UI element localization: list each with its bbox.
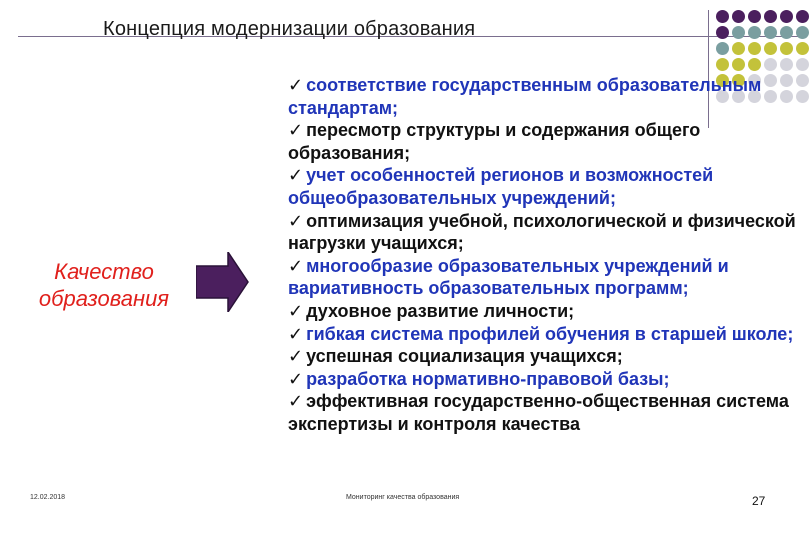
quality-label-line1: Качество: [54, 259, 154, 284]
bullet-item: [288, 300, 798, 323]
bullet-item: [288, 390, 798, 435]
bullet-item: [288, 323, 798, 346]
bullet-text: пересмотр структуры и содержания общего образования;: [288, 120, 701, 163]
decor-dot: [764, 58, 777, 71]
right-arrow-icon: [196, 252, 250, 312]
bullet-item: [288, 119, 798, 164]
bullet-item: [288, 210, 798, 255]
bullet-text: духовное развитие личности;: [306, 300, 575, 321]
checkmark-icon: ✓: [288, 368, 304, 389]
decor-dot: [716, 26, 729, 39]
checkmark-icon: ✓: [288, 300, 304, 321]
checkmark-icon: ✓: [288, 323, 304, 344]
checkmark-icon: ✓: [288, 391, 304, 412]
decor-dot: [716, 58, 729, 71]
decor-dot: [748, 58, 761, 71]
bullet-text: многообразие образовательных учреждений и вариативность образовательных программ;: [288, 255, 729, 299]
decor-dot: [796, 10, 809, 23]
bullet-text: учет особенностей регионов и возможностей общеобразовательных учреждений;: [288, 165, 714, 208]
decor-dot: [716, 42, 729, 55]
decor-dot: [780, 42, 793, 55]
decor-dot: [780, 10, 793, 23]
slide-title: Концепция модернизации образования: [103, 18, 476, 40]
decor-dot: [716, 10, 729, 23]
decor-dot: [732, 42, 745, 55]
bullet-text: успешная социализация учащихся;: [306, 346, 623, 367]
bullet-item: [288, 368, 798, 391]
checkmark-icon: ✓: [288, 346, 304, 367]
checkmark-icon: ✓: [288, 255, 304, 276]
decor-dot: [748, 10, 761, 23]
decor-dot: [764, 10, 777, 23]
bullet-text: оптимизация учебной, психологической и физической нагрузки учащихся;: [288, 210, 796, 254]
footer-date: 12.02.2018: [30, 494, 66, 501]
checkmark-icon: ✓: [288, 165, 304, 186]
decor-dot: [748, 42, 761, 55]
bullet-item: [288, 164, 798, 209]
bullet-text: соответствие государственным образовательным стандартам;: [288, 75, 762, 118]
page-number: 27: [752, 494, 766, 508]
checkmark-icon: ✓: [288, 120, 304, 141]
decor-dot: [780, 26, 793, 39]
quality-label-line2: образования: [38, 286, 170, 311]
decor-dot: [732, 10, 745, 23]
decor-dot: [796, 42, 809, 55]
decor-dot: [732, 58, 745, 71]
decor-dot: [764, 42, 777, 55]
checkmark-icon: ✓: [288, 75, 304, 95]
bullet-item: [288, 345, 798, 368]
decor-dot: [780, 58, 793, 71]
decor-dot: [748, 26, 761, 39]
decor-dot: [764, 26, 777, 39]
footer-center-text: Мониторинг качества образования: [346, 494, 460, 501]
decor-dot: [796, 58, 809, 71]
decor-dot: [732, 26, 745, 39]
checkmark-icon: ✓: [288, 210, 304, 231]
bullet-text: разработка нормативно-правовой базы;: [306, 368, 670, 389]
concept-bullet-list: [288, 74, 798, 436]
bullet-item: [288, 74, 798, 119]
decor-dot: [796, 26, 809, 39]
bullet-text: гибкая система профилей обучения в старшей школе;: [306, 323, 794, 344]
bullet-text: эффективная государственно-общественная система экспертизы и контроля качества: [288, 391, 789, 434]
quality-label: [14, 258, 194, 312]
bullet-item: [288, 255, 798, 300]
